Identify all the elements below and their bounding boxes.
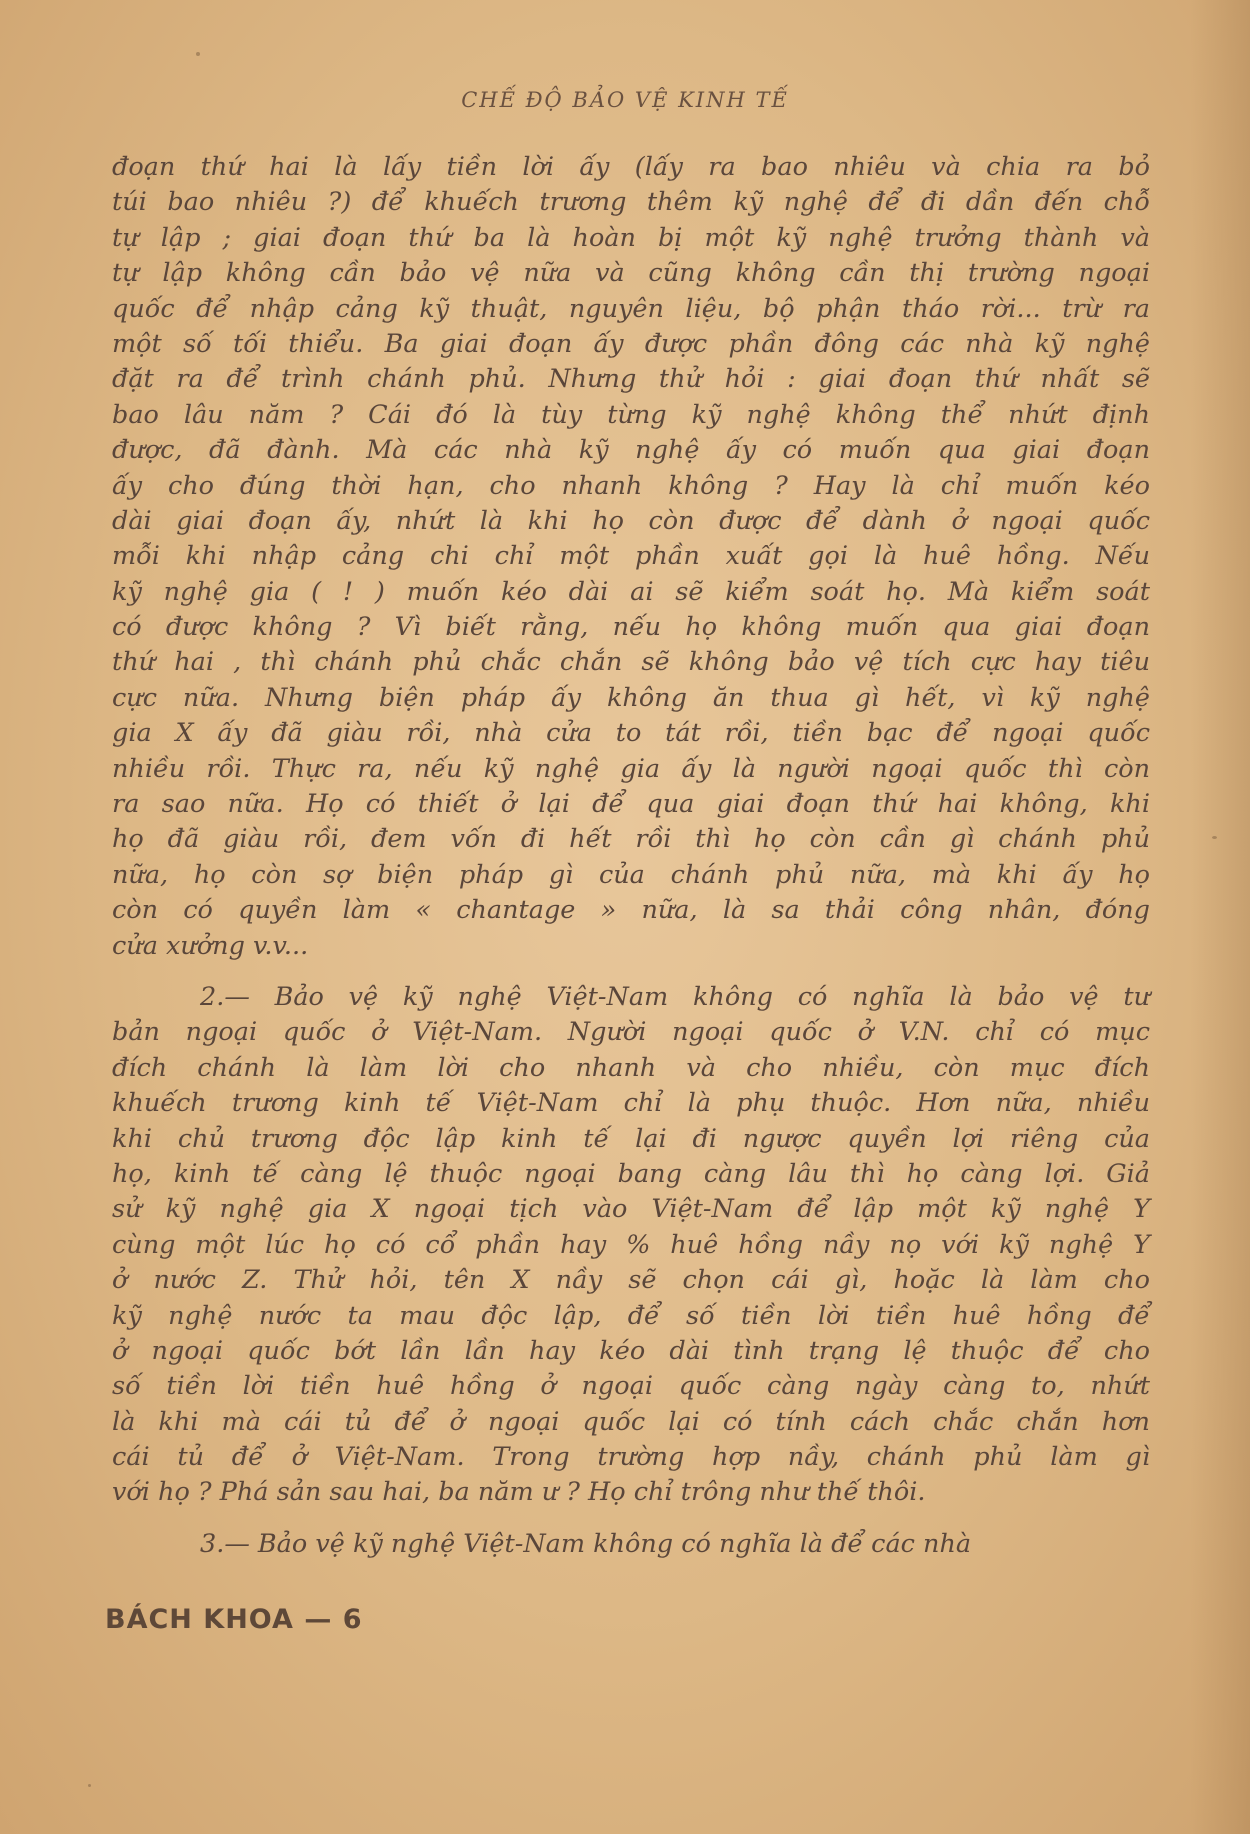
text-line: đoạn thứ hai là lấy tiền lời ấy (lấy ra bao nhiêu và chia ra bỏ [112, 152, 1150, 182]
text-line: cùng một lúc họ có cổ phần hay % huê hồng nầy nọ với kỹ nghệ Y [112, 1229, 1150, 1260]
body-text [112, 150, 1150, 1562]
text-line: còn có quyền làm « chantage » nữa, là sa thải công nhân, đóng [112, 895, 1150, 926]
text-line: ở nước Z. Thử hỏi, tên X nầy sẽ chọn cái gì, hoặc là làm cho [112, 1265, 1150, 1296]
text-line: khuếch trương kinh tế Việt-Nam chỉ là phụ thuộc. Hơn nữa, nhiều [112, 1088, 1150, 1119]
text-line: họ đã giàu rồi, đem vốn đi hết rồi thì họ còn cần gì chánh phủ [112, 824, 1150, 855]
running-head: CHẾ ĐỘ BẢO VỆ KINH TẾ [461, 88, 789, 112]
text-line: tự lập không cần bảo vệ nữa và cũng không cần thị trường ngoại [112, 258, 1150, 289]
text-line: cực nữa. Nhưng biện pháp ấy không ăn thua gì hết, vì kỹ nghệ [112, 682, 1150, 713]
paragraph-3 [112, 1527, 1150, 1562]
paper-speck [88, 1784, 91, 1787]
text-line: 3.— Bảo vệ kỹ nghệ Việt-Nam không có nghĩa là để các nhà [200, 1528, 972, 1559]
text-line: túi bao nhiêu ?) để khuếch trương thêm kỹ nghệ để đi dần đến chỗ [112, 187, 1150, 218]
paper-speck [196, 52, 200, 56]
text-line: nhiều rồi. Thực ra, nếu kỹ nghệ gia ấy là người ngoại quốc thì còn [112, 753, 1150, 784]
text-line: ấy cho đúng thời hạn, cho nhanh không ? Hay là chỉ muốn kéo [112, 470, 1150, 501]
text-line: có được không ? Vì biết rằng, nếu họ không muốn qua giai đoạn [112, 612, 1150, 643]
text-line: 2.— Bảo vệ kỹ nghệ Việt-Nam không có nghĩa là bảo vệ tư [200, 981, 1150, 1012]
text-line: quốc để nhập cảng kỹ thuật, nguyên liệu, bộ phận tháo rời... trừ ra [112, 293, 1150, 324]
paragraph-2 [112, 980, 1150, 1511]
text-line: đặt ra để trình chánh phủ. Nhưng thử hỏi : giai đoạn thứ nhất sẽ [112, 364, 1150, 395]
text-line: được, đã đành. Mà các nhà kỹ nghệ ấy có muốn qua giai đoạn [112, 435, 1150, 466]
text-line: ở ngoại quốc bớt lần lần hay kéo dài tình trạng lệ thuộc để cho [112, 1335, 1150, 1366]
text-line: một số tối thiểu. Ba giai đoạn ấy được phần đông các nhà kỹ nghệ [112, 328, 1150, 359]
text-line: kỹ nghệ nước ta mau độc lập, để số tiền lời tiền huê hồng để [112, 1300, 1150, 1331]
text-line: là khi mà cái tủ để ở ngoại quốc lại có tính cách chắc chắn hơn [112, 1406, 1150, 1437]
text-line: gia X ấy đã giàu rồi, nhà cửa to tát rồi, tiền bạc để ngoại quốc [112, 718, 1150, 749]
text-line: tự lập ; giai đoạn thứ ba là hoàn bị một kỹ nghệ trưởng thành và [112, 222, 1150, 253]
text-line: khi chủ trương độc lập kinh tế lại đi ngược quyền lợi riêng của [112, 1123, 1150, 1154]
page-edge-shading [1190, 0, 1250, 1834]
text-line: kỹ nghệ gia ( ! ) muốn kéo dài ai sẽ kiểm soát họ. Mà kiểm soát [112, 576, 1150, 607]
text-line: cửa xưởng v.v... [112, 930, 309, 961]
paragraph-gap [112, 1511, 1150, 1527]
text-line: bản ngoại quốc ở Việt-Nam. Người ngoại quốc ở V.N. chỉ có mục [112, 1017, 1150, 1048]
text-line: thứ hai , thì chánh phủ chắc chắn sẽ không bảo vệ tích cực hay tiêu [112, 647, 1150, 678]
text-line: đích chánh là làm lời cho nhanh và cho nhiều, còn mục đích [112, 1052, 1150, 1083]
text-line: nữa, họ còn sợ biện pháp gì của chánh phủ nữa, mà khi ấy họ [112, 859, 1150, 890]
text-line: sử kỹ nghệ gia X ngoại tịch vào Việt-Nam để lập một kỹ nghệ Y [112, 1194, 1150, 1225]
page-footer: BÁCH KHOA — 6 [105, 1604, 363, 1635]
text-line: ra sao nữa. Họ có thiết ở lại để qua giai đoạn thứ hai không, khi [112, 789, 1150, 820]
text-line: số tiền lời tiền huê hồng ở ngoại quốc càng ngày càng to, nhứt [112, 1371, 1150, 1402]
text-line: dài giai đoạn ấy, nhứt là khi họ còn được để dành ở ngoại quốc [112, 505, 1150, 536]
paper-speck [1212, 836, 1217, 839]
paragraph-gap [112, 964, 1150, 980]
text-line: họ, kinh tế càng lệ thuộc ngoại bang càng lâu thì họ càng lợi. Giả [112, 1158, 1150, 1189]
text-line: với họ ? Phá sản sau hai, ba năm ư ? Họ chỉ trông như thế thôi. [112, 1477, 926, 1508]
text-line: cái tủ để ở Việt-Nam. Trong trường hợp nầy, chánh phủ làm gì [112, 1442, 1150, 1473]
text-line: mỗi khi nhập cảng chi chỉ một phần xuất gọi là huê hồng. Nếu [112, 541, 1150, 572]
text-line: bao lâu năm ? Cái đó là tùy từng kỹ nghệ không thể nhứt định [112, 399, 1150, 430]
paragraph-1 [112, 150, 1150, 964]
